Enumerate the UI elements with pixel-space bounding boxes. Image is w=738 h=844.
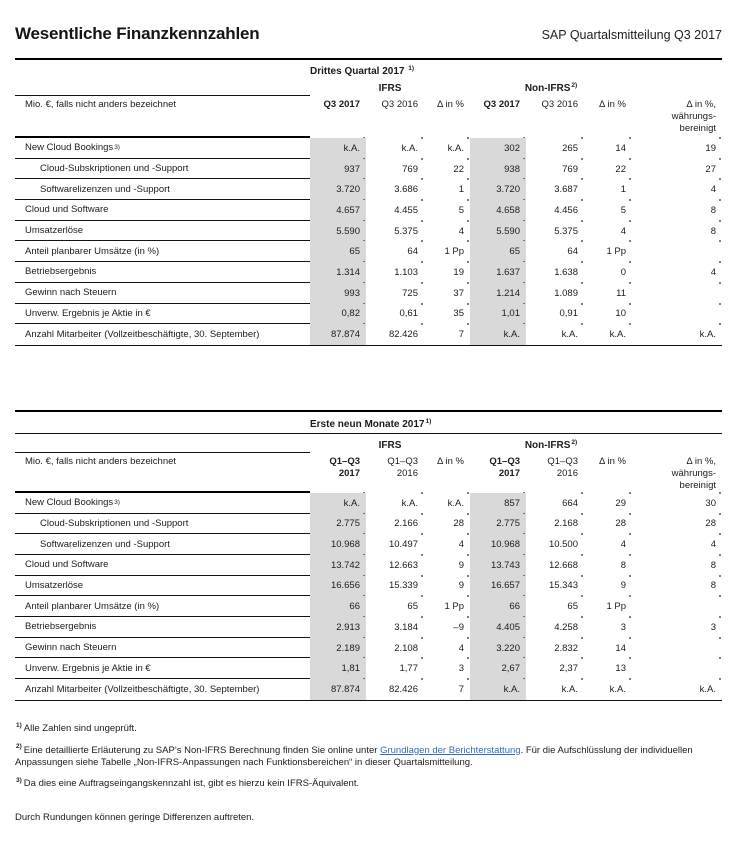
value-cell xyxy=(632,638,722,659)
value-cell xyxy=(632,658,722,679)
value-cell: 3.686 xyxy=(366,179,424,200)
value-cell: 3.184 xyxy=(366,617,424,638)
value-cell: 82.426 xyxy=(388,329,418,341)
value-cell: 66 xyxy=(470,596,526,617)
row-label: Cloud-Subskriptionen und -Support xyxy=(15,159,310,180)
row-label: New Cloud Bookings 3) xyxy=(15,138,310,159)
value-cell: 5 xyxy=(424,200,470,221)
row-label: Anzahl Mitarbeiter (Vollzeitbeschäftigte, 30. September) xyxy=(25,683,260,695)
value-cell: 8 xyxy=(632,221,722,242)
row-label: Gewinn nach Steuern xyxy=(15,638,310,659)
value-cell xyxy=(632,304,722,325)
value-cell: 11 xyxy=(584,283,632,304)
value-cell: 2,67 xyxy=(470,658,526,679)
column-header: Δ in %, währungs- bereinigt xyxy=(632,453,722,493)
row-label: Anzahl Mitarbeiter (Vollzeitbeschäftigte, 30. September) xyxy=(25,329,260,341)
value-cell: k.A. xyxy=(561,683,578,695)
value-cell: 302 xyxy=(470,138,526,159)
period-title: Drittes Quartal 2017 $^{1)}$ xyxy=(310,64,415,77)
value-cell: 8 xyxy=(632,576,722,597)
value-cell: 10.968 xyxy=(470,534,526,555)
value-cell: 1.089 xyxy=(526,283,584,304)
value-cell: 5.590 xyxy=(470,221,526,242)
row-label: Umsatzerlöse xyxy=(15,221,310,242)
value-cell: 5.590 xyxy=(310,221,366,242)
value-cell: 16.657 xyxy=(470,576,526,597)
unit-label: Mio. €, falls nicht anders bezeichnet xyxy=(15,453,310,493)
value-cell: 4.405 xyxy=(470,617,526,638)
page-header xyxy=(15,24,722,44)
value-cell: 1 Pp xyxy=(584,596,632,617)
column-header: Q3 2016 xyxy=(366,96,424,138)
row-label: Cloud-Subskriptionen und -Support xyxy=(15,514,310,535)
value-cell: 9 xyxy=(584,576,632,597)
value-cell xyxy=(632,283,722,304)
row-label: Softwarelizenzen und -Support xyxy=(15,534,310,555)
value-cell: 1.638 xyxy=(526,262,584,283)
value-cell: 82.426 xyxy=(388,683,418,695)
value-cell: 28 xyxy=(584,514,632,535)
value-cell: k.A. xyxy=(424,138,470,159)
footnotes xyxy=(15,723,722,824)
value-cell: 22 xyxy=(424,159,470,180)
column-header: Δ in % xyxy=(424,453,470,493)
row-label: Betriebsergebnis xyxy=(15,617,310,638)
value-cell: 2.775 xyxy=(470,514,526,535)
value-cell: 9 xyxy=(424,576,470,597)
value-cell: 1 Pp xyxy=(424,241,470,262)
value-cell: 3 xyxy=(424,658,470,679)
spacer-cell xyxy=(632,434,722,453)
value-cell: 1.214 xyxy=(470,283,526,304)
row-label: Softwarelizenzen und -Support xyxy=(15,179,310,200)
value-cell: 10.497 xyxy=(366,534,424,555)
value-cell: 4 xyxy=(632,534,722,555)
value-cell: 12.668 xyxy=(526,555,584,576)
berichterstattung-link[interactable]: Grundlagen der Berichterstattung xyxy=(380,744,521,756)
value-cell: 29 xyxy=(584,493,632,514)
value-cell: 3 xyxy=(584,617,632,638)
value-cell: 1,77 xyxy=(366,658,424,679)
row-label: Cloud und Software xyxy=(15,555,310,576)
value-cell: 4 xyxy=(424,221,470,242)
value-cell: 4.658 xyxy=(470,200,526,221)
row-label: Anteil planbarer Umsätze (in %) xyxy=(15,596,310,617)
value-cell: 14 xyxy=(584,138,632,159)
value-cell: k.A. xyxy=(470,679,526,700)
value-cell: 4 xyxy=(632,179,722,200)
page-title: Wesentliche Finanzkennzahlen xyxy=(15,24,260,43)
column-header: Δ in % xyxy=(424,96,470,138)
spacer-cell xyxy=(15,80,310,96)
column-header: Q1–Q3 2016 xyxy=(526,453,584,493)
footnote-ref: 2) xyxy=(571,81,578,89)
value-cell: k.A. xyxy=(609,683,626,695)
value-cell: 5.375 xyxy=(366,221,424,242)
value-cell: 769 xyxy=(366,159,424,180)
value-cell: k.A. xyxy=(561,329,578,341)
footnote-1: $^{1)}$ Alle Zahlen sind ungeprüft. xyxy=(16,721,137,734)
value-cell: 1,01 xyxy=(470,304,526,325)
row-label: Umsatzerlöse xyxy=(15,576,310,597)
value-cell: 1 xyxy=(584,179,632,200)
column-header: Δ in % xyxy=(584,453,632,493)
value-cell: 2.913 xyxy=(310,617,366,638)
value-cell: 5 xyxy=(584,200,632,221)
value-cell: 8 xyxy=(632,555,722,576)
value-cell: –9 xyxy=(424,617,470,638)
value-cell: 0 xyxy=(584,262,632,283)
value-cell: 4 xyxy=(584,221,632,242)
value-cell: 4 xyxy=(424,534,470,555)
value-cell: 65 xyxy=(470,241,526,262)
value-cell: 937 xyxy=(310,159,366,180)
value-cell: 1,81 xyxy=(310,658,366,679)
value-cell: 28 xyxy=(424,514,470,535)
row-label: New Cloud Bookings 3) xyxy=(15,493,310,514)
value-cell: 65 xyxy=(310,241,366,262)
value-cell: 857 xyxy=(470,493,526,514)
page-subtitle: SAP Quartalsmitteilung Q3 2017 xyxy=(541,28,722,42)
value-cell: k.A. xyxy=(424,493,470,514)
column-header: Q1–Q3 2016 xyxy=(366,453,424,493)
value-cell: 10 xyxy=(584,304,632,325)
row-label: Betriebsergebnis xyxy=(15,262,310,283)
value-cell: 2.168 xyxy=(526,514,584,535)
value-cell: 2.166 xyxy=(366,514,424,535)
q3-quarter-table xyxy=(15,58,722,346)
value-cell: 10.968 xyxy=(310,534,366,555)
value-cell: 1.314 xyxy=(310,262,366,283)
value-cell: 10.500 xyxy=(526,534,584,555)
value-cell: 2.108 xyxy=(366,638,424,659)
value-cell: 66 xyxy=(310,596,366,617)
value-cell: k.A. xyxy=(310,493,366,514)
value-cell: 28 xyxy=(632,514,722,535)
row-label: Cloud und Software xyxy=(15,200,310,221)
value-cell: 4.455 xyxy=(366,200,424,221)
value-cell: 65 xyxy=(366,596,424,617)
ifrs-group-header: IFRS xyxy=(378,83,402,94)
value-cell: 664 xyxy=(526,493,584,514)
value-cell: 265 xyxy=(526,138,584,159)
value-cell: 769 xyxy=(526,159,584,180)
value-cell: 7 xyxy=(458,683,464,695)
value-cell: 16.656 xyxy=(310,576,366,597)
value-cell: 8 xyxy=(584,555,632,576)
value-cell: 9 xyxy=(424,555,470,576)
value-cell: 15.339 xyxy=(366,576,424,597)
value-cell: 2.189 xyxy=(310,638,366,659)
value-cell: 1 xyxy=(424,179,470,200)
footnote-ref: 1) xyxy=(408,64,415,72)
value-cell: 13.742 xyxy=(310,555,366,576)
footnote-ref: 2) xyxy=(571,438,578,446)
column-header: Q3 2017 xyxy=(310,96,366,138)
value-cell: 13.743 xyxy=(470,555,526,576)
value-cell: 938 xyxy=(470,159,526,180)
value-cell xyxy=(632,241,722,262)
column-header: Q1–Q3 2017 xyxy=(310,453,366,493)
column-header: Q3 2017 xyxy=(470,96,526,138)
column-header: Δ in % xyxy=(584,96,632,138)
value-cell: k.A. xyxy=(699,329,716,341)
value-cell: 0,82 xyxy=(310,304,366,325)
value-cell: 5.375 xyxy=(526,221,584,242)
value-cell: 14 xyxy=(584,638,632,659)
value-cell: 1.103 xyxy=(366,262,424,283)
row-label: Unverw. Ergebnis je Aktie in € xyxy=(15,658,310,679)
footnote-3: $^{3)}$ Da dies eine Auftragseingangskennzahl ist, gibt es hierzu kein IFRS-Äquivalent. xyxy=(16,777,360,790)
value-cell: 19 xyxy=(424,262,470,283)
spacer-cell xyxy=(15,434,310,453)
value-cell: 1.637 xyxy=(470,262,526,283)
value-cell: 65 xyxy=(526,596,584,617)
value-cell: 4.657 xyxy=(310,200,366,221)
ifrs-group-header: IFRS xyxy=(378,439,402,451)
value-cell: k.A. xyxy=(699,683,716,695)
value-cell: 30 xyxy=(632,493,722,514)
spacer-cell xyxy=(632,80,722,96)
period-title: Erste neun Monate 2017$^{1)}$ xyxy=(310,412,722,434)
value-cell: 35 xyxy=(424,304,470,325)
footnote-2: $^{2)}$ Eine detaillierte Erläuterung zu SAP’s Non-IFRS Berechnung finden Sie online unter Grundlagen der Berichterstattung. Für die Aufschlüsslung der individuellen Anpassungen siehe Tabelle „Non-IFRS-Anpassungen nach Funktionsbereichen“ in dieser Quartalsmitteilung. xyxy=(15,743,693,768)
value-cell: 993 xyxy=(310,283,366,304)
value-cell: 27 xyxy=(632,159,722,180)
value-cell: 3.220 xyxy=(470,638,526,659)
value-cell: 1 Pp xyxy=(424,596,470,617)
rounding-note: Durch Rundungen können geringe Differenzen auftreten. xyxy=(15,812,255,824)
non-ifrs-group-header: Non-IFRS$^{2)}$ xyxy=(524,438,578,451)
value-cell: 8 xyxy=(632,200,722,221)
value-cell: k.A. xyxy=(366,493,424,514)
value-cell: 15.343 xyxy=(526,576,584,597)
value-cell: 0,61 xyxy=(366,304,424,325)
column-header: Δ in %, währungs- bereinigt xyxy=(632,96,722,138)
value-cell: 87.874 xyxy=(310,679,366,700)
value-cell: 3.687 xyxy=(526,179,584,200)
row-label: Gewinn nach Steuern xyxy=(15,283,310,304)
value-cell: 12.663 xyxy=(366,555,424,576)
value-cell: 64 xyxy=(366,241,424,262)
column-header: Q3 2016 xyxy=(526,96,584,138)
value-cell: k.A. xyxy=(609,329,626,341)
value-cell: 64 xyxy=(526,241,584,262)
nine-months-table xyxy=(15,410,722,701)
value-cell: 4 xyxy=(632,262,722,283)
value-cell: 3 xyxy=(632,617,722,638)
value-cell: 19 xyxy=(632,138,722,159)
value-cell: k.A. xyxy=(470,324,526,345)
value-cell: 4.456 xyxy=(526,200,584,221)
value-cell: 3.720 xyxy=(310,179,366,200)
value-cell: 2.832 xyxy=(526,638,584,659)
footnote-ref: 1) xyxy=(425,417,432,425)
value-cell: 7 xyxy=(458,329,464,341)
unit-label: Mio. €, falls nicht anders bezeichnet xyxy=(15,96,310,138)
value-cell: 1 Pp xyxy=(584,241,632,262)
value-cell: 87.874 xyxy=(310,324,366,345)
non-ifrs-group-header: Non-IFRS$^{2)}$ xyxy=(524,81,578,94)
value-cell: 37 xyxy=(424,283,470,304)
value-cell: 725 xyxy=(366,283,424,304)
value-cell: 22 xyxy=(584,159,632,180)
row-label: Unverw. Ergebnis je Aktie in € xyxy=(15,304,310,325)
value-cell: k.A. xyxy=(310,138,366,159)
column-header: Q1–Q3 2017 xyxy=(470,453,526,493)
value-cell: 4 xyxy=(584,534,632,555)
value-cell: 2,37 xyxy=(526,658,584,679)
value-cell: 2.775 xyxy=(310,514,366,535)
value-cell: 13 xyxy=(584,658,632,679)
spacer-cell xyxy=(15,60,310,80)
value-cell xyxy=(632,596,722,617)
value-cell: 4 xyxy=(424,638,470,659)
value-cell: 0,91 xyxy=(526,304,584,325)
spacer-cell xyxy=(15,412,310,434)
value-cell: k.A. xyxy=(366,138,424,159)
row-label: Anteil planbarer Umsätze (in %) xyxy=(15,241,310,262)
value-cell: 4.258 xyxy=(526,617,584,638)
value-cell: 3.720 xyxy=(470,179,526,200)
